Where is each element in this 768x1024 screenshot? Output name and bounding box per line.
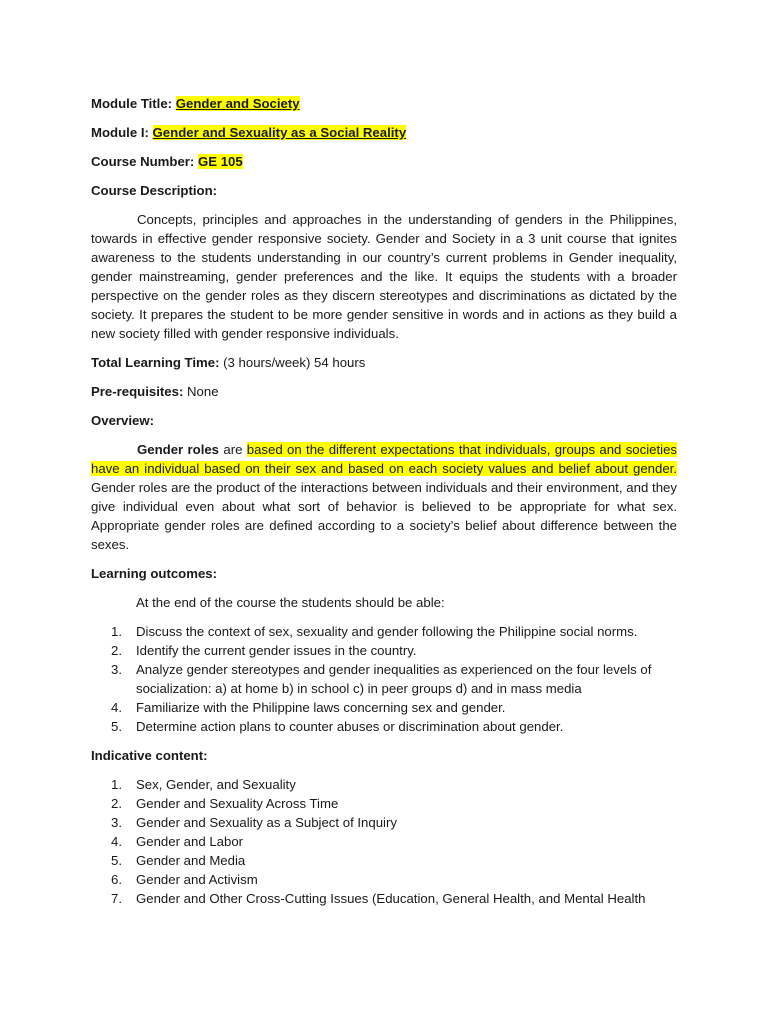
course-number-row xyxy=(91,152,677,171)
learning-outcomes-list xyxy=(91,622,677,736)
list-item xyxy=(91,717,677,736)
list-number: 7. xyxy=(111,891,122,906)
indicative-content-label: Indicative content: xyxy=(91,748,208,763)
course-description-text: Concepts, principles and approaches in the understanding of genders in the Philippines, towards in effective gender responsive society. Gender and Society in a 3 unit course that ignites awareness to the students understanding in our country’s current problems in Gender inequality, gender mainstreaming, gender preferences and the like. It equips the students with a broader perspective on the gender roles as they discern stereotypes and discriminations as dictated by the society. It prepares the student to be more gender sensitive in words and in actions as they build a new society filled with gender responsive individuals. xyxy=(91,212,677,341)
total-learning-row xyxy=(91,353,677,372)
prereq-label: Pre-requisites: xyxy=(91,384,184,399)
list-text: Gender and Sexuality Across Time xyxy=(136,796,339,811)
module-label: Module I: xyxy=(91,125,149,140)
list-item xyxy=(91,698,677,717)
list-text: Gender and Labor xyxy=(136,834,244,849)
prereq-value: None xyxy=(187,384,219,399)
overview-term: Gender roles xyxy=(137,442,220,457)
module-title-label: Module Title: xyxy=(91,96,173,111)
list-number: 2. xyxy=(111,796,122,811)
list-text: Discuss the context of sex, sexuality and gender following the Philippine social norms. xyxy=(136,624,638,639)
list-text: Analyze gender stereotypes and gender inequalities as experienced on the four levels of socialization: a) at home b) in school c) in peer groups d) and in mass media xyxy=(136,662,652,696)
list-text: Gender and Activism xyxy=(136,872,258,887)
list-number: 4. xyxy=(111,834,122,849)
total-learning-label: Total Learning Time: xyxy=(91,355,220,370)
list-text: Gender and Sexuality as a Subject of Inquiry xyxy=(136,815,397,830)
list-number: 2. xyxy=(111,643,122,658)
module-title-value: Gender and Society xyxy=(175,96,300,111)
overview-rest: Gender roles are the product of the interactions between individuals and their environment, and they give individual even about what sort of behavior is believed to be appropriate for what sex. Appropriate gender roles are defined according to a society’s belief about difference between the sexes. xyxy=(91,480,677,552)
course-number-value: GE 105 xyxy=(198,154,243,169)
learning-outcomes-label: Learning outcomes: xyxy=(91,566,218,581)
prereq-row xyxy=(91,382,677,401)
list-text: Gender and Media xyxy=(136,853,246,868)
overview-connector: are xyxy=(219,442,247,457)
list-text: Gender and Other Cross-Cutting Issues (Education, General Health, and Mental Health xyxy=(136,891,646,906)
list-text: Familiarize with the Philippine laws concerning sex and gender. xyxy=(136,700,506,715)
document-content xyxy=(91,94,677,908)
list-item xyxy=(91,622,677,641)
list-item xyxy=(91,794,677,813)
list-text: Identify the current gender issues in the country. xyxy=(136,643,417,658)
list-number: 1. xyxy=(111,624,122,639)
list-number: 3. xyxy=(111,662,122,677)
list-text: Determine action plans to counter abuses or discrimination about gender. xyxy=(136,719,564,734)
course-description-label: Course Description: xyxy=(91,183,218,198)
list-number: 5. xyxy=(111,853,122,868)
list-number: 4. xyxy=(111,700,122,715)
overview-text xyxy=(91,440,677,554)
list-text: Sex, Gender, and Sexuality xyxy=(136,777,296,792)
total-learning-value: (3 hours/week) 54 hours xyxy=(223,355,366,370)
overview-label: Overview: xyxy=(91,413,155,428)
list-number: 1. xyxy=(111,777,122,792)
list-item xyxy=(91,851,677,870)
learning-outcomes-intro: At the end of the course the students should be able: xyxy=(136,595,445,610)
list-number: 5. xyxy=(111,719,122,734)
list-number: 3. xyxy=(111,815,122,830)
list-number: 6. xyxy=(111,872,122,887)
indicative-content-list xyxy=(91,775,677,908)
course-number-label: Course Number: xyxy=(91,154,195,169)
list-item xyxy=(91,775,677,794)
module-row xyxy=(91,123,677,142)
list-item xyxy=(91,641,677,660)
module-title-row xyxy=(91,94,677,113)
list-item xyxy=(91,660,677,698)
list-item xyxy=(91,813,677,832)
list-item xyxy=(91,889,677,908)
list-item xyxy=(91,832,677,851)
module-value: Gender and Sexuality as a Social Reality xyxy=(152,125,407,140)
overview-highlighted: based on the different expectations that individuals, groups and societies have an individual based on their sex and based on each society values and belief about gender. xyxy=(91,442,678,476)
list-item xyxy=(91,870,677,889)
